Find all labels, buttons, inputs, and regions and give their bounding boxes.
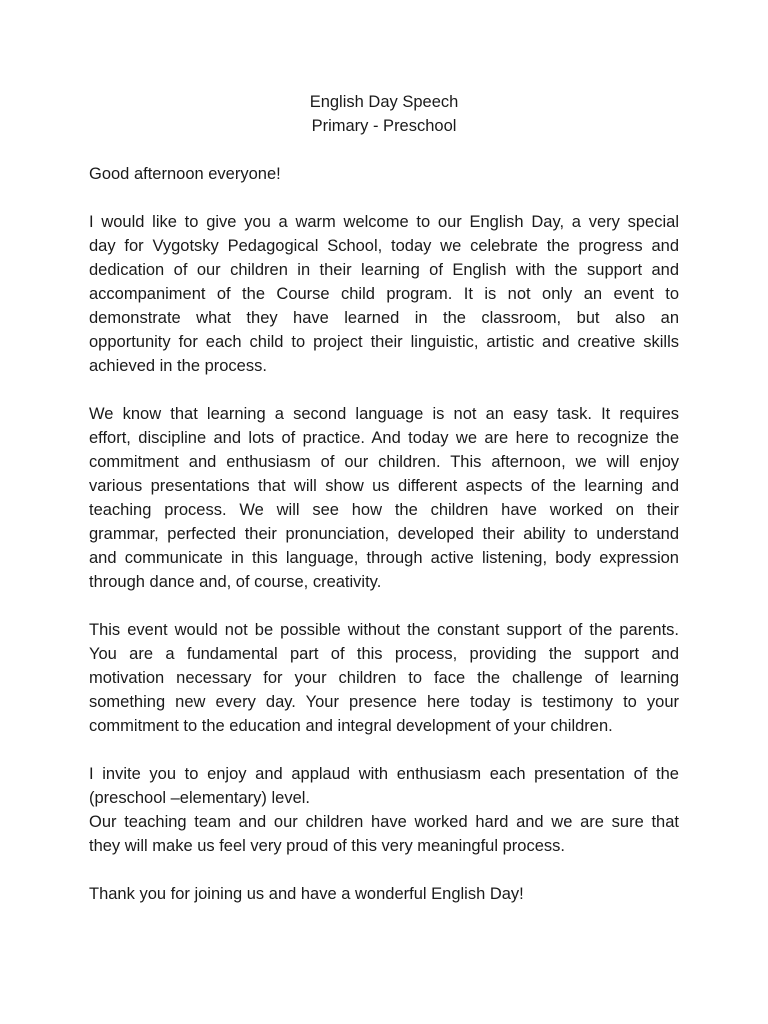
paragraph-teaching-team	[89, 810, 679, 858]
paragraph-line: demonstrate what they have learned in the classroom, but also an	[89, 309, 679, 327]
paragraph-parents	[89, 618, 679, 738]
paragraph-line: various presentations that will show us different aspects of the learning and	[89, 477, 679, 495]
paragraph-line: grammar, perfected their pronunciation, developed their ability to understand	[89, 525, 679, 543]
paragraph-line: commitment to the education and integral development of your children.	[89, 717, 613, 735]
paragraph-line: through dance and, of course, creativity.	[89, 573, 382, 591]
paragraph-line: day for Vygotsky Pedagogical School, today we celebrate the progress and	[89, 237, 679, 255]
paragraph-line: they will make us feel very proud of this very meaningful process.	[89, 837, 565, 855]
document-subtitle: Primary - Preschool	[311, 117, 457, 135]
paragraph-line: opportunity for each child to project their linguistic, artistic and creative skills	[89, 333, 679, 351]
paragraph-line: effort, discipline and lots of practice. And today we are here to recognize the	[89, 429, 679, 447]
paragraph-line: teaching process. We will see how the children have worked on their	[89, 501, 679, 519]
paragraph-line: You are a fundamental part of this process, providing the support and	[89, 645, 679, 663]
greeting: Good afternoon everyone!	[89, 165, 281, 183]
paragraph-invitation	[89, 762, 679, 810]
paragraph-line: motivation necessary for your children to face the challenge of learning	[89, 669, 679, 687]
paragraph-welcome	[89, 210, 679, 378]
paragraph-line: commitment and enthusiasm of our children. This afternoon, we will enjoy	[89, 453, 679, 471]
paragraph-line: We know that learning a second language is not an easy task. It requires	[89, 405, 679, 423]
paragraph-line: I would like to give you a warm welcome to our English Day, a very special	[89, 213, 679, 231]
paragraph-line: and communicate in this language, through active listening, body expression	[89, 549, 679, 567]
paragraph-line: I invite you to enjoy and applaud with enthusiasm each presentation of the	[89, 765, 679, 783]
paragraph-learning	[89, 402, 679, 594]
speech-body	[89, 162, 679, 930]
paragraph-line: accompaniment of the Course child program. It is not only an event to	[89, 285, 679, 303]
document-title: English Day Speech	[309, 93, 459, 111]
closing-line: Thank you for joining us and have a wonderful English Day!	[89, 885, 524, 903]
title-block	[0, 90, 768, 138]
paragraph-line: (preschool –elementary) level.	[89, 789, 311, 807]
paragraph-line: This event would not be possible without the constant support of the parents.	[89, 621, 679, 639]
paragraph-line: dedication of our children in their learning of English with the support and	[89, 261, 679, 279]
paragraph-line: achieved in the process.	[89, 357, 267, 375]
paragraph-line: Our teaching team and our children have worked hard and we are sure that	[89, 813, 679, 831]
paragraph-line: something new every day. Your presence here today is testimony to your	[89, 693, 679, 711]
